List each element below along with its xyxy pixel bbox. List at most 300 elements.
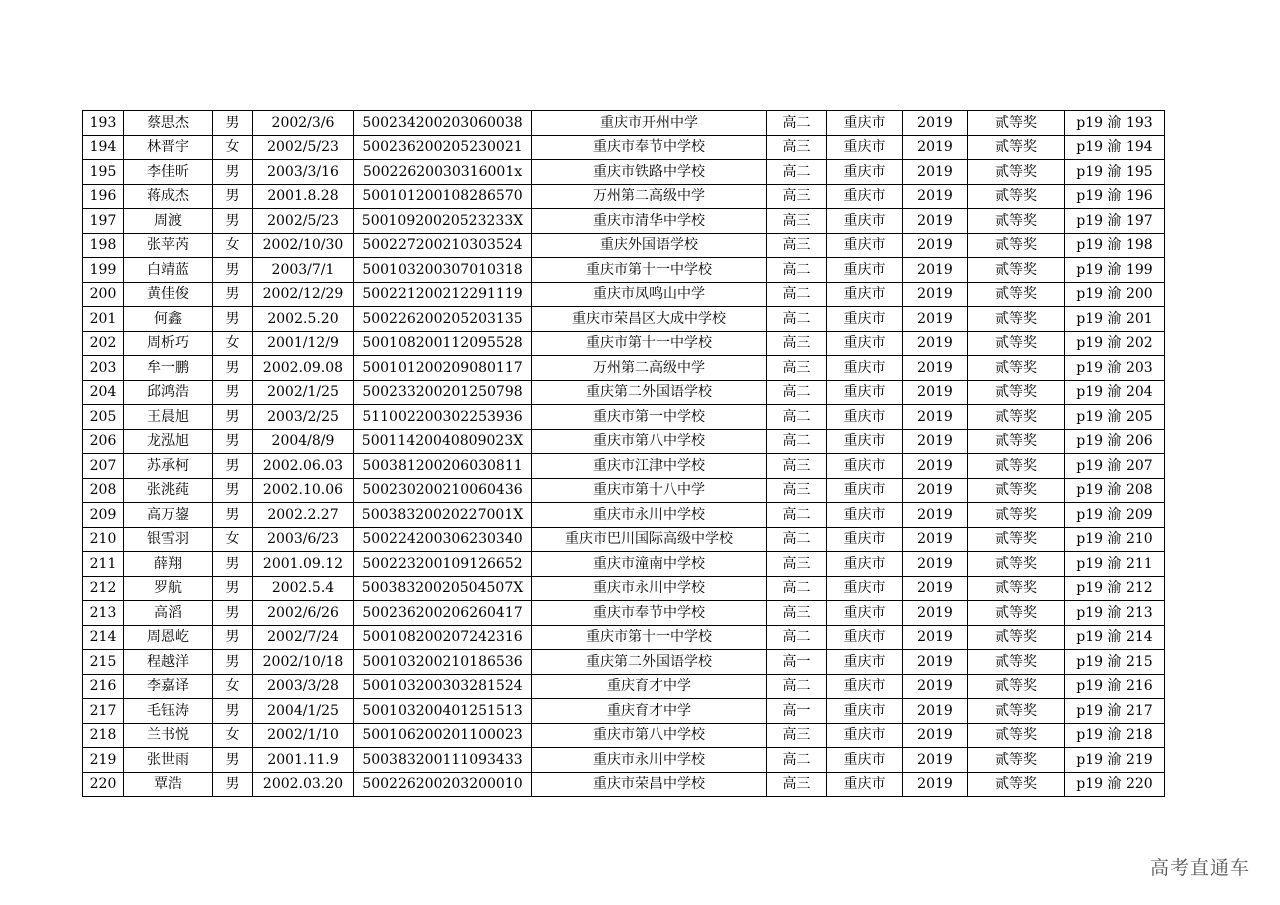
year-cell: 2019: [903, 307, 968, 332]
region-cell: 重庆市: [827, 527, 903, 552]
gender-cell: 男: [213, 699, 253, 724]
school-name-cell: 重庆市第十一中学校: [532, 258, 767, 283]
gender-cell: 男: [213, 209, 253, 234]
award-level-cell: 贰等奖: [968, 454, 1065, 479]
grade-cell: 高三: [767, 184, 827, 209]
award-level-cell: 贰等奖: [968, 503, 1065, 528]
birth-date-cell: 2002/10/18: [253, 650, 354, 675]
grade-cell: 高一: [767, 650, 827, 675]
certificate-number-cell: p19 渝 205: [1065, 405, 1165, 430]
id-number-cell: 511002200302253936: [354, 405, 532, 430]
serial-number-cell: 194: [83, 135, 124, 160]
gender-cell: 男: [213, 552, 253, 577]
year-cell: 2019: [903, 454, 968, 479]
region-cell: 重庆市: [827, 331, 903, 356]
gender-cell: 女: [213, 723, 253, 748]
table-row: [83, 307, 1165, 332]
serial-number-cell: 216: [83, 674, 124, 699]
year-cell: 2019: [903, 380, 968, 405]
student-name-cell: 高万鋆: [124, 503, 213, 528]
region-cell: 重庆市: [827, 111, 903, 136]
table-row: [83, 478, 1165, 503]
region-cell: 重庆市: [827, 576, 903, 601]
student-name-cell: 牟一鹏: [124, 356, 213, 381]
birth-date-cell: 2001.8.28: [253, 184, 354, 209]
table-row: [83, 282, 1165, 307]
year-cell: 2019: [903, 601, 968, 626]
birth-date-cell: 2002.2.27: [253, 503, 354, 528]
certificate-number-cell: p19 渝 197: [1065, 209, 1165, 234]
grade-cell: 高三: [767, 772, 827, 797]
serial-number-cell: 196: [83, 184, 124, 209]
school-name-cell: 重庆市潼南中学校: [532, 552, 767, 577]
student-name-cell: 苏承柯: [124, 454, 213, 479]
award-level-cell: 贰等奖: [968, 576, 1065, 601]
school-name-cell: 重庆市铁路中学校: [532, 160, 767, 185]
certificate-number-cell: p19 渝 194: [1065, 135, 1165, 160]
table-row: [83, 111, 1165, 136]
watermark-label: 高考直通车: [1149, 857, 1250, 879]
birth-date-cell: 2002/1/25: [253, 380, 354, 405]
table-row: [83, 650, 1165, 675]
id-number-cell: 500226200203200010: [354, 772, 532, 797]
id-number-cell: 500236200205230021: [354, 135, 532, 160]
year-cell: 2019: [903, 184, 968, 209]
student-name-cell: 龙泓旭: [124, 429, 213, 454]
table-row: [83, 576, 1165, 601]
serial-number-cell: 218: [83, 723, 124, 748]
table-row: [83, 331, 1165, 356]
certificate-number-cell: p19 渝 200: [1065, 282, 1165, 307]
birth-date-cell: 2003/6/23: [253, 527, 354, 552]
birth-date-cell: 2004/1/25: [253, 699, 354, 724]
certificate-number-cell: p19 渝 212: [1065, 576, 1165, 601]
school-name-cell: 重庆市第八中学校: [532, 723, 767, 748]
school-name-cell: 重庆第二外国语学校: [532, 650, 767, 675]
certificate-number-cell: p19 渝 216: [1065, 674, 1165, 699]
serial-number-cell: 212: [83, 576, 124, 601]
birth-date-cell: 2004/8/9: [253, 429, 354, 454]
gender-cell: 男: [213, 454, 253, 479]
grade-cell: 高二: [767, 674, 827, 699]
award-level-cell: 贰等奖: [968, 527, 1065, 552]
table-row: [83, 625, 1165, 650]
award-level-cell: 贰等奖: [968, 160, 1065, 185]
serial-number-cell: 198: [83, 233, 124, 258]
school-name-cell: 重庆市清华中学校: [532, 209, 767, 234]
serial-number-cell: 214: [83, 625, 124, 650]
id-number-cell: 500108200207242316: [354, 625, 532, 650]
gender-cell: 男: [213, 772, 253, 797]
id-number-cell: 500101200209080117: [354, 356, 532, 381]
school-name-cell: 重庆外国语学校: [532, 233, 767, 258]
birth-date-cell: 2002/3/6: [253, 111, 354, 136]
grade-cell: 高二: [767, 258, 827, 283]
table-row: [83, 503, 1165, 528]
id-number-cell: 500106200201100023: [354, 723, 532, 748]
year-cell: 2019: [903, 135, 968, 160]
grade-cell: 高二: [767, 111, 827, 136]
serial-number-cell: 200: [83, 282, 124, 307]
serial-number-cell: 206: [83, 429, 124, 454]
certificate-number-cell: p19 渝 220: [1065, 772, 1165, 797]
school-name-cell: 重庆市第一中学校: [532, 405, 767, 430]
table-row: [83, 258, 1165, 283]
year-cell: 2019: [903, 723, 968, 748]
region-cell: 重庆市: [827, 356, 903, 381]
award-level-cell: 贰等奖: [968, 699, 1065, 724]
year-cell: 2019: [903, 576, 968, 601]
school-name-cell: 重庆市奉节中学校: [532, 601, 767, 626]
table-row: [83, 209, 1165, 234]
table-row: [83, 527, 1165, 552]
award-level-cell: 贰等奖: [968, 650, 1065, 675]
gender-cell: 女: [213, 527, 253, 552]
serial-number-cell: 211: [83, 552, 124, 577]
year-cell: 2019: [903, 331, 968, 356]
certificate-number-cell: p19 渝 215: [1065, 650, 1165, 675]
region-cell: 重庆市: [827, 601, 903, 626]
gender-cell: 男: [213, 307, 253, 332]
award-level-cell: 贰等奖: [968, 429, 1065, 454]
id-number-cell: 50011420040809023X: [354, 429, 532, 454]
region-cell: 重庆市: [827, 429, 903, 454]
gender-cell: 男: [213, 356, 253, 381]
award-level-cell: 贰等奖: [968, 625, 1065, 650]
school-name-cell: 重庆市第十一中学校: [532, 625, 767, 650]
birth-date-cell: 2002/12/29: [253, 282, 354, 307]
student-name-cell: 薛翔: [124, 552, 213, 577]
id-number-cell: 50038320020504507X: [354, 576, 532, 601]
birth-date-cell: 2002/6/26: [253, 601, 354, 626]
serial-number-cell: 197: [83, 209, 124, 234]
certificate-number-cell: p19 渝 209: [1065, 503, 1165, 528]
birth-date-cell: 2002/5/23: [253, 209, 354, 234]
region-cell: 重庆市: [827, 405, 903, 430]
region-cell: 重庆市: [827, 380, 903, 405]
birth-date-cell: 2003/2/25: [253, 405, 354, 430]
region-cell: 重庆市: [827, 699, 903, 724]
gender-cell: 男: [213, 748, 253, 773]
certificate-number-cell: p19 渝 195: [1065, 160, 1165, 185]
student-name-cell: 周渡: [124, 209, 213, 234]
id-number-cell: 500224200306230340: [354, 527, 532, 552]
gender-cell: 女: [213, 135, 253, 160]
table-row: [83, 405, 1165, 430]
year-cell: 2019: [903, 405, 968, 430]
student-name-cell: 张苹芮: [124, 233, 213, 258]
birth-date-cell: 2002.09.08: [253, 356, 354, 381]
region-cell: 重庆市: [827, 184, 903, 209]
year-cell: 2019: [903, 160, 968, 185]
serial-number-cell: 202: [83, 331, 124, 356]
id-number-cell: 500381200206030811: [354, 454, 532, 479]
table-row: [83, 356, 1165, 381]
certificate-number-cell: p19 渝 202: [1065, 331, 1165, 356]
award-level-cell: 贰等奖: [968, 478, 1065, 503]
gender-cell: 男: [213, 503, 253, 528]
year-cell: 2019: [903, 282, 968, 307]
gender-cell: 男: [213, 576, 253, 601]
school-name-cell: 重庆市永川中学校: [532, 748, 767, 773]
birth-date-cell: 2002/1/10: [253, 723, 354, 748]
region-cell: 重庆市: [827, 258, 903, 283]
gender-cell: 男: [213, 601, 253, 626]
school-name-cell: 重庆市巴川国际高级中学校: [532, 527, 767, 552]
gender-cell: 男: [213, 380, 253, 405]
year-cell: 2019: [903, 429, 968, 454]
birth-date-cell: 2002.10.06: [253, 478, 354, 503]
gender-cell: 男: [213, 625, 253, 650]
grade-cell: 高三: [767, 233, 827, 258]
birth-date-cell: 2001.09.12: [253, 552, 354, 577]
id-number-cell: 500101200108286570: [354, 184, 532, 209]
table-row: [83, 552, 1165, 577]
region-cell: 重庆市: [827, 503, 903, 528]
student-name-cell: 何鑫: [124, 307, 213, 332]
school-name-cell: 万州第二高级中学: [532, 356, 767, 381]
year-cell: 2019: [903, 233, 968, 258]
student-name-cell: 李佳昕: [124, 160, 213, 185]
birth-date-cell: 2001/12/9: [253, 331, 354, 356]
school-name-cell: 重庆市永川中学校: [532, 503, 767, 528]
serial-number-cell: 204: [83, 380, 124, 405]
grade-cell: 高二: [767, 307, 827, 332]
certificate-number-cell: p19 渝 196: [1065, 184, 1165, 209]
student-name-cell: 兰书悦: [124, 723, 213, 748]
birth-date-cell: 2002.5.4: [253, 576, 354, 601]
certificate-number-cell: p19 渝 214: [1065, 625, 1165, 650]
region-cell: 重庆市: [827, 454, 903, 479]
school-name-cell: 重庆市奉节中学校: [532, 135, 767, 160]
grade-cell: 高二: [767, 282, 827, 307]
year-cell: 2019: [903, 552, 968, 577]
region-cell: 重庆市: [827, 748, 903, 773]
award-level-cell: 贰等奖: [968, 356, 1065, 381]
certificate-number-cell: p19 渝 219: [1065, 748, 1165, 773]
gender-cell: 男: [213, 111, 253, 136]
grade-cell: 高一: [767, 699, 827, 724]
school-name-cell: 万州第二高级中学: [532, 184, 767, 209]
year-cell: 2019: [903, 625, 968, 650]
table-row: [83, 748, 1165, 773]
serial-number-cell: 201: [83, 307, 124, 332]
id-number-cell: 500226200205203135: [354, 307, 532, 332]
award-level-cell: 贰等奖: [968, 307, 1065, 332]
id-number-cell: 500103200401251513: [354, 699, 532, 724]
student-name-cell: 蒋成杰: [124, 184, 213, 209]
region-cell: 重庆市: [827, 282, 903, 307]
grade-cell: 高二: [767, 527, 827, 552]
serial-number-cell: 210: [83, 527, 124, 552]
grade-cell: 高三: [767, 723, 827, 748]
region-cell: 重庆市: [827, 307, 903, 332]
certificate-number-cell: p19 渝 206: [1065, 429, 1165, 454]
school-name-cell: 重庆市第八中学校: [532, 429, 767, 454]
region-cell: 重庆市: [827, 723, 903, 748]
award-level-cell: 贰等奖: [968, 601, 1065, 626]
region-cell: 重庆市: [827, 478, 903, 503]
grade-cell: 高三: [767, 209, 827, 234]
grade-cell: 高三: [767, 601, 827, 626]
year-cell: 2019: [903, 258, 968, 283]
certificate-number-cell: p19 渝 201: [1065, 307, 1165, 332]
birth-date-cell: 2003/3/28: [253, 674, 354, 699]
award-level-cell: 贰等奖: [968, 405, 1065, 430]
birth-date-cell: 2002/5/23: [253, 135, 354, 160]
serial-number-cell: 209: [83, 503, 124, 528]
region-cell: 重庆市: [827, 772, 903, 797]
birth-date-cell: 2003/3/16: [253, 160, 354, 185]
student-name-cell: 邱鸿浩: [124, 380, 213, 405]
student-name-cell: 李嘉译: [124, 674, 213, 699]
gender-cell: 男: [213, 478, 253, 503]
certificate-number-cell: p19 渝 207: [1065, 454, 1165, 479]
grade-cell: 高三: [767, 135, 827, 160]
grade-cell: 高二: [767, 748, 827, 773]
certificate-number-cell: p19 渝 217: [1065, 699, 1165, 724]
region-cell: 重庆市: [827, 135, 903, 160]
student-name-cell: 白靖蓝: [124, 258, 213, 283]
award-level-cell: 贰等奖: [968, 552, 1065, 577]
certificate-number-cell: p19 渝 193: [1065, 111, 1165, 136]
birth-date-cell: 2002.06.03: [253, 454, 354, 479]
table-row: [83, 772, 1165, 797]
id-number-cell: 50022620030316001x: [354, 160, 532, 185]
region-cell: 重庆市: [827, 160, 903, 185]
award-level-cell: 贰等奖: [968, 748, 1065, 773]
id-number-cell: 500234200203060038: [354, 111, 532, 136]
serial-number-cell: 205: [83, 405, 124, 430]
region-cell: 重庆市: [827, 209, 903, 234]
student-name-cell: 王晨旭: [124, 405, 213, 430]
gender-cell: 女: [213, 331, 253, 356]
gender-cell: 男: [213, 258, 253, 283]
grade-cell: 高二: [767, 429, 827, 454]
certificate-number-cell: p19 渝 210: [1065, 527, 1165, 552]
year-cell: 2019: [903, 111, 968, 136]
award-level-cell: 贰等奖: [968, 674, 1065, 699]
student-name-cell: 黄佳俊: [124, 282, 213, 307]
student-name-cell: 林晋宇: [124, 135, 213, 160]
id-number-cell: 500103200307010318: [354, 258, 532, 283]
gender-cell: 男: [213, 650, 253, 675]
year-cell: 2019: [903, 209, 968, 234]
certificate-number-cell: p19 渝 213: [1065, 601, 1165, 626]
grade-cell: 高三: [767, 331, 827, 356]
award-level-cell: 贰等奖: [968, 380, 1065, 405]
school-name-cell: 重庆第二外国语学校: [532, 380, 767, 405]
student-name-cell: 周恩屹: [124, 625, 213, 650]
birth-date-cell: 2001.11.9: [253, 748, 354, 773]
grade-cell: 高三: [767, 356, 827, 381]
award-level-cell: 贰等奖: [968, 723, 1065, 748]
table-row: [83, 380, 1165, 405]
year-cell: 2019: [903, 674, 968, 699]
id-number-cell: 500230200210060436: [354, 478, 532, 503]
birth-date-cell: 2002/10/30: [253, 233, 354, 258]
gender-cell: 男: [213, 160, 253, 185]
serial-number-cell: 220: [83, 772, 124, 797]
year-cell: 2019: [903, 478, 968, 503]
region-cell: 重庆市: [827, 625, 903, 650]
serial-number-cell: 199: [83, 258, 124, 283]
student-name-cell: 罗航: [124, 576, 213, 601]
school-name-cell: 重庆市第十一中学校: [532, 331, 767, 356]
student-name-cell: 覃浩: [124, 772, 213, 797]
award-level-cell: 贰等奖: [968, 331, 1065, 356]
region-cell: 重庆市: [827, 552, 903, 577]
table-row: [83, 674, 1165, 699]
table-row: [83, 601, 1165, 626]
school-name-cell: 重庆市荣昌中学校: [532, 772, 767, 797]
id-number-cell: 500383200111093433: [354, 748, 532, 773]
grade-cell: 高三: [767, 478, 827, 503]
year-cell: 2019: [903, 527, 968, 552]
school-name-cell: 重庆市永川中学校: [532, 576, 767, 601]
student-name-cell: 银雪羽: [124, 527, 213, 552]
id-number-cell: 500108200112095528: [354, 331, 532, 356]
certificate-number-cell: p19 渝 208: [1065, 478, 1165, 503]
school-name-cell: 重庆育才中学: [532, 674, 767, 699]
serial-number-cell: 219: [83, 748, 124, 773]
id-number-cell: 500103200210186536: [354, 650, 532, 675]
award-level-cell: 贰等奖: [968, 111, 1065, 136]
award-level-cell: 贰等奖: [968, 184, 1065, 209]
award-level-cell: 贰等奖: [968, 209, 1065, 234]
table-row: [83, 429, 1165, 454]
id-number-cell: 500221200212291119: [354, 282, 532, 307]
school-name-cell: 重庆市第十八中学: [532, 478, 767, 503]
gender-cell: 男: [213, 405, 253, 430]
gender-cell: 女: [213, 674, 253, 699]
table-row: [83, 454, 1165, 479]
serial-number-cell: 195: [83, 160, 124, 185]
region-cell: 重庆市: [827, 674, 903, 699]
table-row: [83, 160, 1165, 185]
table-row: [83, 135, 1165, 160]
id-number-cell: 500223200109126652: [354, 552, 532, 577]
gender-cell: 男: [213, 429, 253, 454]
grade-cell: 高二: [767, 503, 827, 528]
gender-cell: 女: [213, 233, 253, 258]
serial-number-cell: 207: [83, 454, 124, 479]
certificate-number-cell: p19 渝 211: [1065, 552, 1165, 577]
table-row: [83, 184, 1165, 209]
serial-number-cell: 217: [83, 699, 124, 724]
year-cell: 2019: [903, 748, 968, 773]
award-level-cell: 贰等奖: [968, 282, 1065, 307]
school-name-cell: 重庆市凤鸣山中学: [532, 282, 767, 307]
student-name-cell: 高滔: [124, 601, 213, 626]
grade-cell: 高二: [767, 160, 827, 185]
student-name-cell: 周析巧: [124, 331, 213, 356]
year-cell: 2019: [903, 503, 968, 528]
grade-cell: 高二: [767, 625, 827, 650]
id-number-cell: 500233200201250798: [354, 380, 532, 405]
grade-cell: 高二: [767, 380, 827, 405]
award-level-cell: 贰等奖: [968, 135, 1065, 160]
table-body: [83, 111, 1165, 797]
student-name-cell: 毛钰涛: [124, 699, 213, 724]
grade-cell: 高二: [767, 405, 827, 430]
serial-number-cell: 213: [83, 601, 124, 626]
birth-date-cell: 2002/7/24: [253, 625, 354, 650]
serial-number-cell: 203: [83, 356, 124, 381]
student-name-cell: 程越洋: [124, 650, 213, 675]
gender-cell: 男: [213, 282, 253, 307]
region-cell: 重庆市: [827, 233, 903, 258]
